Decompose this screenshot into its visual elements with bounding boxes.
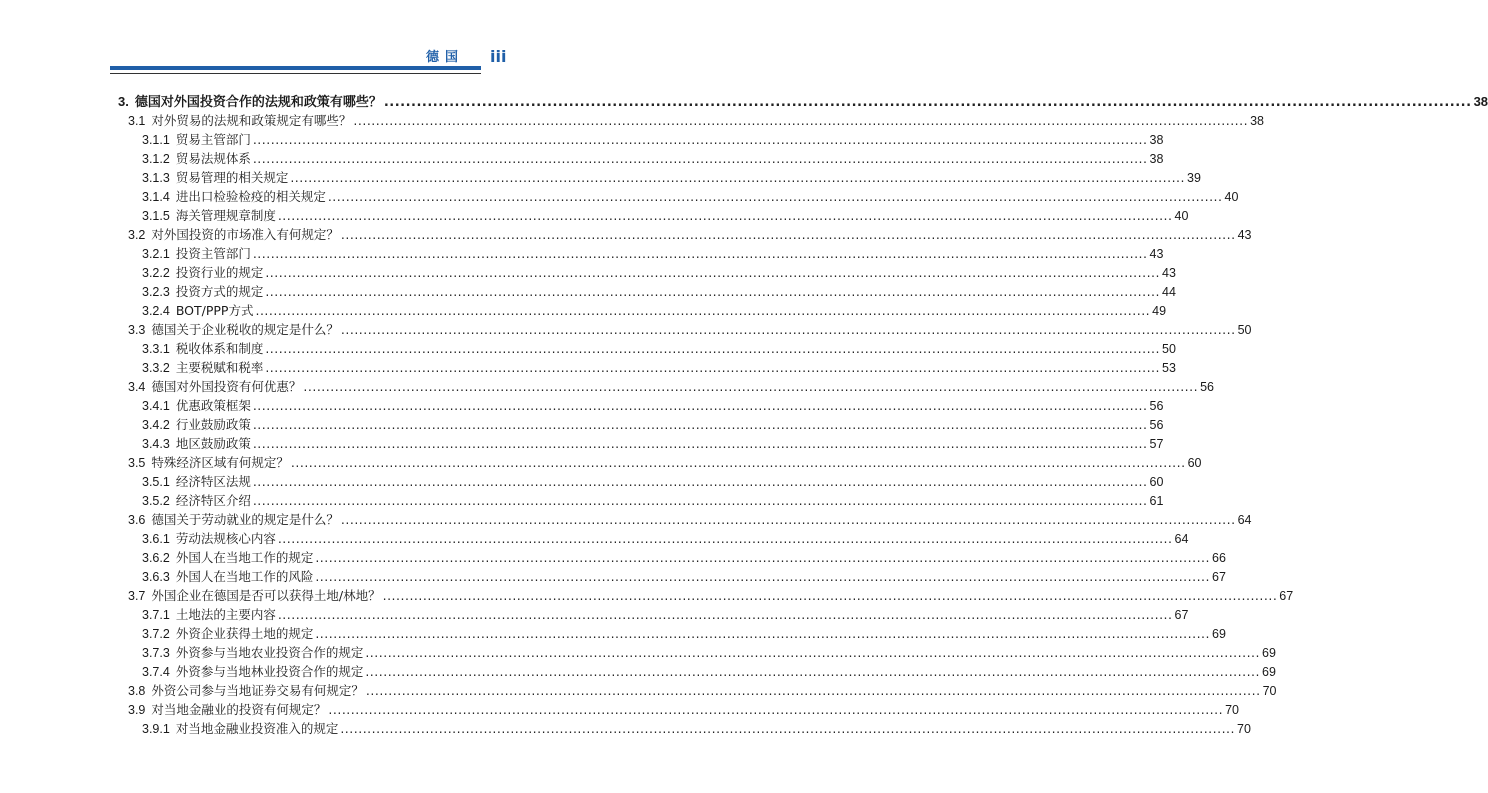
toc-entry-page: 67 (1279, 589, 1294, 603)
toc-entry-page: 64 (1237, 513, 1252, 527)
toc-entry-page: 56 (1149, 418, 1164, 432)
toc-entry[interactable] (128, 113, 1264, 129)
toc-entry-number: 3.1.4 (142, 190, 170, 204)
toc-entry-page: 70 (1237, 722, 1251, 736)
toc-entry[interactable] (142, 645, 1276, 661)
toc-entry-title: 投资主管部门 (175, 246, 251, 261)
toc-entry[interactable] (142, 265, 1176, 281)
toc-entry-number: 3.1.1 (142, 133, 170, 147)
toc-entry-number: 3.1 (128, 114, 146, 128)
header-page-number: iii (490, 47, 507, 66)
toc-entry-title: 劳动法规核心内容 (175, 531, 276, 546)
toc-entry-page: 60 (1149, 475, 1164, 489)
toc-leader-dots: ........................................................................................................................................................................................................ (265, 360, 1161, 375)
toc-entry-number: 3.6.2 (142, 551, 170, 565)
header-rule (110, 66, 481, 70)
toc-entry-page: 56 (1200, 380, 1214, 394)
toc-entry[interactable] (128, 379, 1214, 395)
toc-leader-dots: ........................................................................................................................................................................................................ (383, 95, 1472, 110)
toc-entry-page: 69 (1262, 646, 1276, 660)
toc-entry-page: 38 (1250, 114, 1264, 128)
toc-entry-title: 德国关于劳动就业的规定是什么？ (151, 512, 339, 527)
toc-entry-page: 67 (1212, 570, 1226, 584)
toc-entry-number: 3.3 (128, 323, 146, 337)
toc-entry-number: 3.7.2 (142, 627, 170, 641)
toc-entry-number: 3.7.4 (142, 665, 170, 679)
toc-entry[interactable] (142, 531, 1189, 547)
toc-entry-title: 贸易法规体系 (175, 151, 251, 166)
toc-entry-title: 行业鼓励政策 (175, 417, 251, 432)
toc-leader-dots: ........................................................................................................................................................................................................ (290, 170, 1186, 185)
toc-entry-number: 3.3.1 (142, 342, 170, 356)
toc-entry-page: 38 (1149, 152, 1164, 166)
toc-entry[interactable] (142, 550, 1226, 566)
toc-leader-dots: ........................................................................................................................................................................................................ (252, 417, 1148, 432)
toc-entry-page: 70 (1225, 703, 1239, 717)
toc-entry-page: 40 (1174, 209, 1189, 223)
toc-entry-title: 投资行业的规定 (175, 265, 264, 280)
toc-entry-title: 海关管理规章制度 (175, 208, 276, 223)
toc-leader-dots: ........................................................................................................................................................................................................ (340, 721, 1236, 736)
toc-entry[interactable] (128, 588, 1294, 604)
toc-entry-number: 3.2.4 (142, 304, 170, 318)
toc-entry[interactable] (142, 664, 1276, 680)
toc-entry-number: 3.2.2 (142, 266, 170, 280)
toc-entry-number: 3.6 (128, 513, 146, 527)
toc-entry-title: 贸易管理的相关规定 (175, 170, 289, 185)
toc-entry[interactable] (142, 151, 1164, 167)
toc-entry-title: BOT/PPP方式 (175, 303, 254, 318)
toc-entry[interactable] (142, 474, 1164, 490)
toc-entry-page: 43 (1162, 266, 1176, 280)
toc-leader-dots: ........................................................................................................................................................................................................ (252, 132, 1148, 147)
toc-leader-dots: ........................................................................................................................................................................................................ (277, 607, 1173, 622)
toc-leader-dots: ........................................................................................................................................................................................................ (303, 379, 1199, 394)
toc-leader-dots: ........................................................................................................................................................................................................ (328, 702, 1224, 717)
toc-entry-page: 57 (1149, 437, 1164, 451)
toc-entry-title: 进出口检验检疫的相关规定 (175, 189, 326, 204)
toc-entry-title: 对外贸易的法规和政策规定有哪些？ (151, 113, 352, 128)
toc-leader-dots: ........................................................................................................................................................................................................ (315, 626, 1211, 641)
toc-entry-page: 50 (1162, 342, 1176, 356)
toc-leader-dots: ........................................................................................................................................................................................................ (252, 398, 1148, 413)
toc-entry-page: 50 (1237, 323, 1252, 337)
toc-leader-dots: ........................................................................................................................................................................................................ (315, 550, 1211, 565)
toc-entry-title: 外国企业在德国是否可以获得土地/林地？ (151, 588, 381, 603)
toc-entry-number: 3.5.1 (142, 475, 170, 489)
toc-entry-page: 69 (1262, 665, 1276, 679)
toc-leader-dots: ........................................................................................................................................................................................................ (252, 436, 1148, 451)
toc-entry-title: 外资参与当地农业投资合作的规定 (175, 645, 364, 660)
toc-entry-number: 3.5 (128, 456, 146, 470)
toc-entry[interactable] (142, 208, 1189, 224)
toc-entry[interactable] (142, 303, 1167, 319)
toc-entry-number: 3.7.3 (142, 646, 170, 660)
toc-entry-number: 3.1.3 (142, 171, 170, 185)
toc-entry[interactable] (142, 189, 1239, 205)
header-country: 德国 (426, 50, 465, 65)
toc-entry-title: 税收体系和制度 (175, 341, 264, 356)
toc-entry-title: 德国关于企业税收的规定是什么？ (151, 322, 339, 337)
toc-leader-dots: ........................................................................................................................................................................................................ (255, 303, 1151, 318)
toc-entry-title: 对当地金融业的投资有何规定？ (151, 702, 327, 717)
toc-entry[interactable] (142, 436, 1164, 452)
toc-entry-title: 外资参与当地林业投资合作的规定 (175, 664, 364, 679)
toc-entry-title: 经济特区法规 (175, 474, 251, 489)
toc-entry-title: 主要税赋和税率 (175, 360, 264, 375)
toc-entry-title: 外资公司参与当地证券交易有何规定？ (151, 683, 364, 698)
toc-entry-number: 3.2 (128, 228, 146, 242)
toc-entry-page: 60 (1187, 456, 1202, 470)
toc-entry[interactable] (142, 607, 1189, 623)
toc-leader-dots: ........................................................................................................................................................................................................ (252, 474, 1148, 489)
toc-entry-number: 3.6.1 (142, 532, 170, 546)
toc-entry-page: 56 (1149, 399, 1164, 413)
toc-entry-page: 53 (1162, 361, 1176, 375)
toc-entry-page: 38 (1149, 133, 1164, 147)
toc-entry-page: 40 (1224, 190, 1239, 204)
toc-entry-number: 3.4.1 (142, 399, 170, 413)
toc-entry[interactable] (142, 246, 1164, 262)
toc-entry-number: 3.4 (128, 380, 146, 394)
toc-entry-number: 3.9 (128, 703, 146, 717)
toc-entry-title: 经济特区介绍 (175, 493, 251, 508)
toc-entry-title: 地区鼓励政策 (175, 436, 251, 451)
toc-entry-page: 61 (1149, 494, 1164, 508)
toc-entry-number: 3. (118, 94, 129, 109)
toc-leader-dots: ........................................................................................................................................................................................................ (252, 493, 1148, 508)
toc-entry-page: 67 (1174, 608, 1189, 622)
toc-entry[interactable] (142, 170, 1201, 186)
toc-entry-number: 3.4.3 (142, 437, 170, 451)
toc-leader-dots: ........................................................................................................................................................................................................ (327, 189, 1223, 204)
toc-entry-title: 对外国投资的市场准入有何规定？ (151, 227, 339, 242)
toc-entry-number: 3.6.3 (142, 570, 170, 584)
toc-leader-dots: ........................................................................................................................................................................................................ (265, 284, 1161, 299)
toc-entry[interactable] (142, 284, 1176, 300)
toc-entry-number: 3.8 (128, 684, 146, 698)
toc-entry[interactable] (142, 360, 1176, 376)
toc-entry-title: 对当地金融业投资准入的规定 (175, 721, 339, 736)
toc-entry[interactable] (142, 493, 1164, 509)
toc-entry-page: 66 (1212, 551, 1226, 565)
toc-entry[interactable] (142, 341, 1176, 357)
toc-entry-number: 3.4.2 (142, 418, 170, 432)
toc-leader-dots: ........................................................................................................................................................................................................ (365, 664, 1261, 679)
toc-entry[interactable] (142, 569, 1226, 585)
toc-entry[interactable] (142, 626, 1226, 642)
toc-entry-page: 44 (1162, 285, 1176, 299)
toc-leader-dots: ........................................................................................................................................................................................................ (252, 151, 1148, 166)
toc-entry-page: 43 (1149, 247, 1164, 261)
toc-leader-dots: ........................................................................................................................................................................................................ (290, 455, 1186, 470)
toc-leader-dots: ........................................................................................................................................................................................................ (365, 645, 1261, 660)
toc-leader-dots: ........................................................................................................................................................................................................ (340, 322, 1236, 337)
toc-entry[interactable] (118, 94, 1488, 111)
toc-entry[interactable] (142, 417, 1164, 433)
toc-entry-page: 69 (1212, 627, 1226, 641)
toc-entry[interactable] (128, 322, 1252, 338)
toc-entry-title: 德国对外国投资合作的法规和政策有哪些？ (134, 95, 382, 110)
toc-leader-dots: ........................................................................................................................................................................................................ (265, 341, 1161, 356)
toc-entry[interactable] (128, 512, 1252, 528)
toc-entry-title: 投资方式的规定 (175, 284, 264, 299)
toc-entry-title: 外资企业获得土地的规定 (175, 626, 314, 641)
toc-entry[interactable] (142, 132, 1164, 148)
toc-entry[interactable] (128, 455, 1202, 471)
toc-leader-dots: ........................................................................................................................................................................................................ (277, 531, 1173, 546)
toc-leader-dots: ........................................................................................................................................................................................................ (353, 113, 1249, 128)
header-rule-thin (110, 73, 481, 74)
toc-entry[interactable] (142, 721, 1251, 737)
toc-entry-page: 39 (1187, 171, 1201, 185)
toc-leader-dots: ........................................................................................................................................................................................................ (365, 683, 1261, 698)
toc-leader-dots: ........................................................................................................................................................................................................ (265, 265, 1161, 280)
toc-entry[interactable] (142, 398, 1164, 414)
toc-entry-number: 3.7 (128, 589, 146, 603)
toc-entry-number: 3.7.1 (142, 608, 170, 622)
toc-entry-page: 49 (1152, 304, 1167, 318)
toc-entry-page: 38 (1473, 94, 1488, 109)
toc-entry[interactable] (128, 702, 1239, 718)
toc-entry-title: 外国人在当地工作的风险 (175, 569, 314, 584)
toc-entry-page: 64 (1174, 532, 1189, 546)
toc-entry-number: 3.1.5 (142, 209, 170, 223)
toc-entry-title: 外国人在当地工作的规定 (175, 550, 314, 565)
toc-entry[interactable] (128, 227, 1252, 243)
toc-leader-dots: ........................................................................................................................................................................................................ (340, 512, 1236, 527)
toc-entry-title: 贸易主管部门 (175, 132, 251, 147)
toc-entry-number: 3.3.2 (142, 361, 170, 375)
toc-leader-dots: ........................................................................................................................................................................................................ (382, 588, 1278, 603)
toc-leader-dots: ........................................................................................................................................................................................................ (277, 208, 1173, 223)
toc-entry-number: 3.5.2 (142, 494, 170, 508)
toc-leader-dots: ........................................................................................................................................................................................................ (252, 246, 1148, 261)
toc-leader-dots: ........................................................................................................................................................................................................ (340, 227, 1236, 242)
toc-entry-number: 3.2.3 (142, 285, 170, 299)
toc-entry-title: 特殊经济区域有何规定？ (151, 455, 289, 470)
toc-entry-number: 3.1.2 (142, 152, 170, 166)
toc-entry-number: 3.2.1 (142, 247, 170, 261)
toc-leader-dots: ........................................................................................................................................................................................................ (315, 569, 1211, 584)
toc-entry-page: 70 (1262, 684, 1277, 698)
toc-entry-title: 优惠政策框架 (175, 398, 251, 413)
toc-entry-title: 德国对外国投资有何优惠？ (151, 379, 302, 394)
toc-entry[interactable] (128, 683, 1277, 699)
toc-entry-number: 3.9.1 (142, 722, 170, 736)
toc-entry-page: 43 (1237, 228, 1252, 242)
toc-entry-title: 土地法的主要内容 (175, 607, 276, 622)
